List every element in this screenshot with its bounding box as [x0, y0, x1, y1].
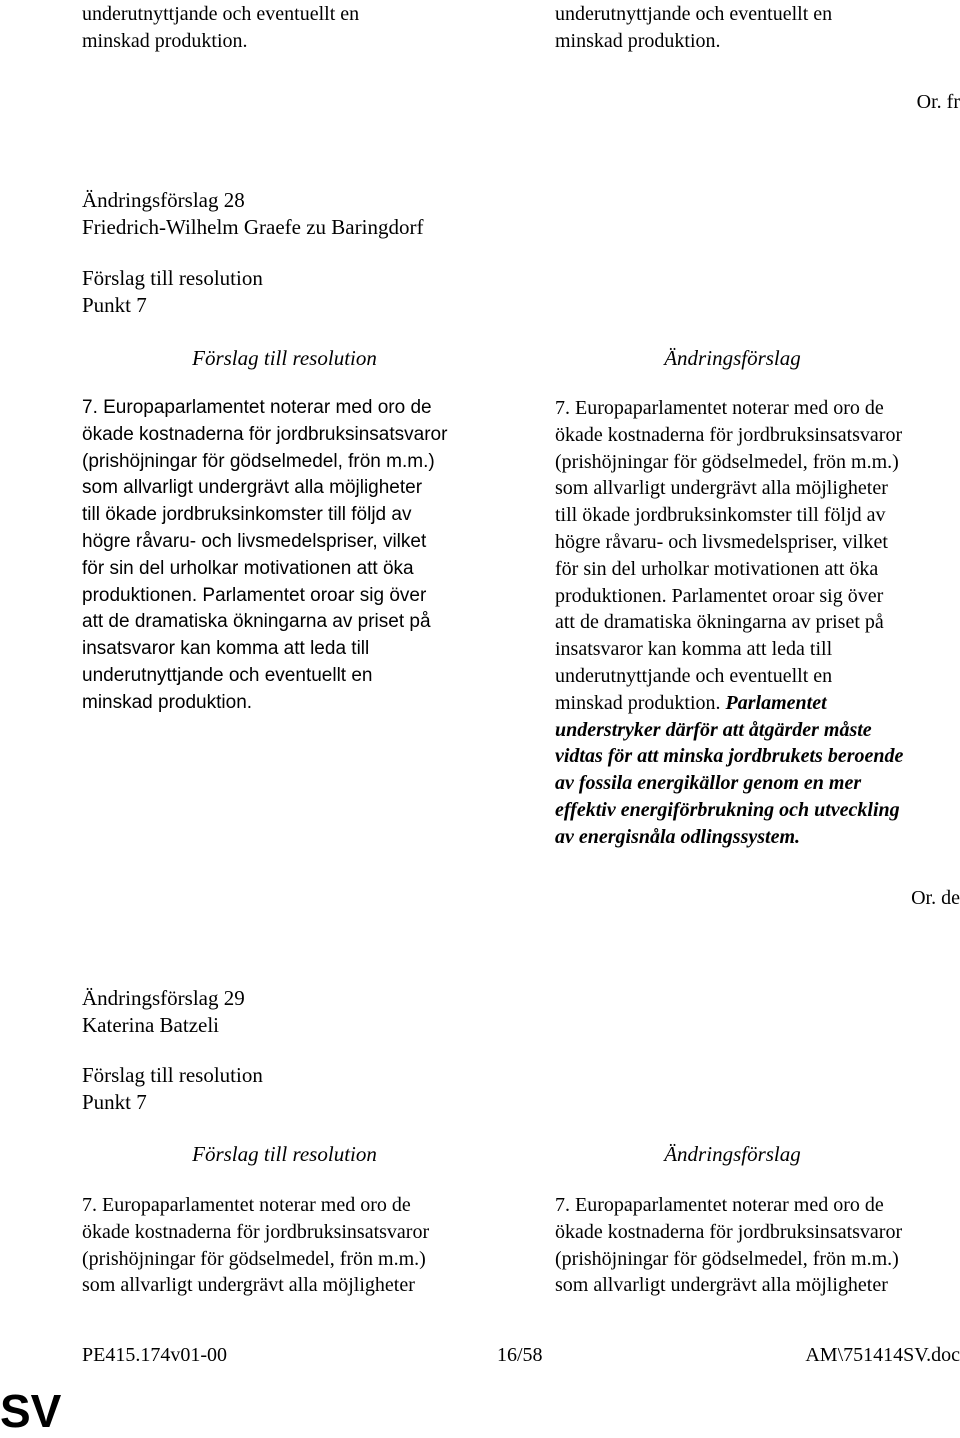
- text-line: till ökade jordbruksinkomster till följd av: [555, 504, 886, 527]
- column-header-amendment: Ändringsförslag: [664, 346, 801, 370]
- text-line: högre råvaru- och livsmedelspriser, vilket: [555, 530, 888, 553]
- text-line: produktionen. Parlamentet oroar sig över: [555, 584, 884, 607]
- text-line: för sin del urholkar motivationen att öka: [555, 557, 879, 580]
- text-line: (prishöjningar för gödselmedel, frön m.m.): [82, 1247, 426, 1270]
- amendment-author: Friedrich-Wilhelm Graefe zu Baringdorf: [82, 215, 424, 239]
- text-plain: minskad produktion.: [555, 691, 726, 714]
- text-line: som allvarligt undergrävt alla möjligheter: [82, 477, 423, 499]
- top-right-text: [555, 1, 960, 55]
- language-code: SV: [0, 1385, 62, 1437]
- section-label: Förslag till resolution: [82, 266, 263, 290]
- point-label: Punkt 7: [82, 293, 147, 317]
- text-line: att de dramatiska ökningarna av priset på: [555, 611, 884, 634]
- text-line: underutnyttjande och eventuellt en: [555, 664, 833, 687]
- text-line: högre råvaru- och livsmedelspriser, vilket: [82, 530, 427, 552]
- text-line: 7. Europaparlamentet noterar med oro de: [82, 397, 432, 418]
- text-line: (prishöjningar för gödselmedel, frön m.m.): [555, 1247, 899, 1270]
- text-line: minskad produktion.: [82, 691, 253, 713]
- footer-file-name: AM\751414SV.doc: [805, 1344, 960, 1366]
- text-line: ökade kostnaderna för jordbruksinsatsvaror: [82, 423, 448, 445]
- column-header-original: Förslag till resolution: [192, 1142, 377, 1166]
- text-line: insatsvaror kan komma att leda till: [555, 638, 833, 661]
- origin-language: Or. de: [911, 887, 960, 909]
- text-line: (prishöjningar för gödselmedel, frön m.m.): [82, 450, 435, 472]
- amendment-author: Katerina Batzeli: [82, 1013, 220, 1037]
- text-line: ökade kostnaderna för jordbruksinsatsvaror: [555, 423, 903, 446]
- text-line: minskad produktion.: [555, 29, 721, 52]
- section-label: Förslag till resolution: [82, 1063, 263, 1087]
- amendment-heading: Ändringsförslag 29: [82, 986, 245, 1010]
- text-line-added: vidtas för att minska jordbrukets beroende: [555, 745, 904, 768]
- text-line: till ökade jordbruksinkomster till följd av: [82, 504, 412, 526]
- original-text: [82, 1192, 502, 1299]
- text-line: ökade kostnaderna för jordbruksinsatsvaror: [82, 1220, 430, 1243]
- original-text: [82, 395, 502, 717]
- text-line-added: av fossila energikällor genom en mer: [555, 772, 862, 795]
- text-line: som allvarligt undergrävt alla möjligheter: [555, 477, 888, 500]
- point-label: Punkt 7: [82, 1090, 147, 1114]
- text-line-added: av energisnåla odlingssystem.: [555, 825, 801, 848]
- column-header-original: Förslag till resolution: [192, 346, 377, 370]
- text-line: ökade kostnaderna för jordbruksinsatsvaror: [555, 1220, 903, 1243]
- text-line: (prishöjningar för gödselmedel, frön m.m.): [555, 450, 899, 473]
- text-line: underutnyttjande och eventuellt en: [82, 3, 360, 25]
- footer-doc-ref: PE415.174v01-00: [82, 1344, 227, 1366]
- text-line: insatsvaror kan komma att leda till: [82, 638, 370, 660]
- text-line: 7. Europaparlamentet noterar med oro de: [82, 1194, 411, 1216]
- text-line: som allvarligt undergrävt alla möjligheter: [555, 1274, 888, 1297]
- footer-page-number: 16/58: [497, 1344, 543, 1366]
- text-line-added: understryker därför att åtgärder måste: [555, 718, 872, 741]
- amended-text: [555, 395, 960, 851]
- text-added-emphasis: Parlamentet: [725, 691, 827, 714]
- text-line: underutnyttjande och eventuellt en: [82, 664, 373, 686]
- origin-language: Or. fr: [916, 91, 960, 113]
- text-line: 7. Europaparlamentet noterar med oro de: [555, 1194, 884, 1216]
- text-line: minskad produktion.: [82, 29, 248, 52]
- text-line: underutnyttjande och eventuellt en: [555, 3, 833, 25]
- text-line: som allvarligt undergrävt alla möjligheter: [82, 1274, 415, 1297]
- text-line-added: effektiv energiförbrukning och utveckling: [555, 798, 900, 821]
- text-line: 7. Europaparlamentet noterar med oro de: [555, 397, 884, 419]
- amendment-heading: Ändringsförslag 28: [82, 188, 245, 212]
- text-line-mixed: [555, 690, 960, 717]
- text-line: för sin del urholkar motivationen att öka: [82, 557, 414, 579]
- text-line: produktionen. Parlamentet oroar sig över: [82, 584, 427, 606]
- text-line: att de dramatiska ökningarna av priset på: [82, 611, 431, 633]
- top-left-text: [82, 1, 502, 55]
- amended-text: [555, 1192, 960, 1299]
- column-header-amendment: Ändringsförslag: [664, 1142, 801, 1166]
